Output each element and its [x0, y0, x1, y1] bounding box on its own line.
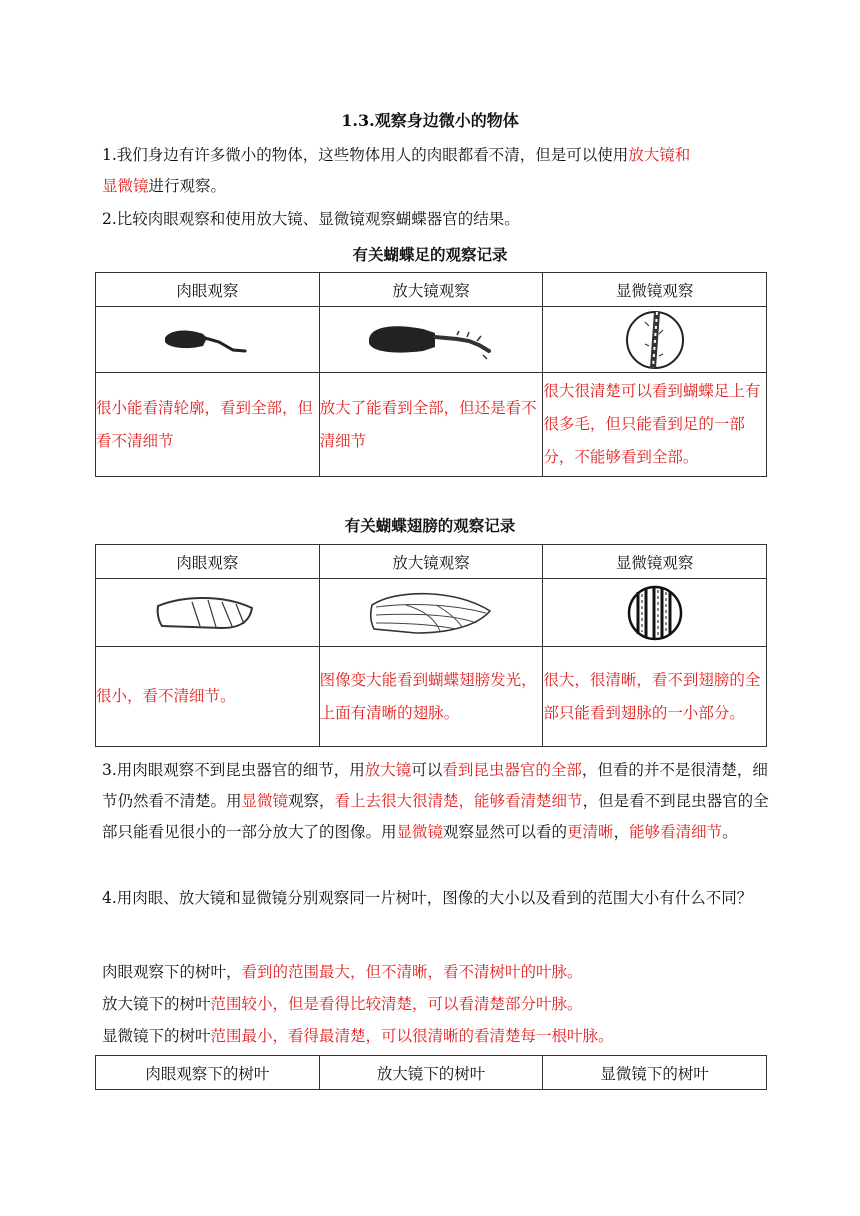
p3-red-1: 放大镜 — [364, 761, 412, 779]
paragraph-5 — [102, 957, 770, 988]
table2-header-magnifier: 放大镜观察 — [319, 545, 543, 579]
table3-header-magnifier: 放大镜下的树叶 — [319, 1056, 543, 1090]
table1-header-microscope: 显微镜观察 — [543, 273, 767, 307]
p1-text-b: 进行观察。 — [148, 177, 227, 195]
table2-desc-magnifier: 图像变大能看到蝴蝶翅膀发光，上面有清晰的翅脉。 — [319, 647, 543, 747]
p7-red: 范围最小，看得最清楚，可以很清晰的看清楚每一根叶脉。 — [210, 1027, 614, 1045]
p3-text-5: ，但是看不到昆虫器官的全部只能看见很小的一部分放大了的图像。用 — [102, 792, 769, 841]
p5-red: 看到的范围最大，但不清晰，看不清树叶的叶脉。 — [241, 963, 583, 981]
table2-caption: 有关蝴蝶翅膀的观察记录 — [344, 516, 516, 535]
table1-header-row — [96, 273, 767, 307]
paragraph-2: 2.比较肉眼观察和使用放大镜、显微镜观察蝴蝶器官的结果。 — [102, 210, 520, 228]
table1-header-eye: 肉眼观察 — [96, 273, 320, 307]
p3-text-8: 。 — [722, 823, 738, 841]
p6-text: 放大镜下的树叶 — [102, 995, 211, 1013]
butterfly-leg-eye-icon — [157, 320, 257, 360]
p3-text-1: 3.用肉眼观察不到昆虫器官的细节，用 — [102, 761, 365, 779]
table-leaf — [95, 1055, 767, 1090]
paragraph-6 — [102, 989, 770, 1020]
paragraph-7 — [102, 1021, 770, 1052]
p3-red-5: 显微镜 — [396, 823, 444, 841]
table2-image-row — [96, 579, 767, 647]
p5-text: 肉眼观察下的树叶， — [102, 963, 242, 981]
table2-header-eye: 肉眼观察 — [96, 545, 320, 579]
p3-text-3: ，但看的并不是很清楚，细节仍然看不清楚。用 — [102, 761, 768, 810]
butterfly-wing-microscope-icon — [626, 584, 684, 642]
p3-text-7: ， — [613, 823, 630, 841]
table1-desc-row — [96, 373, 767, 477]
p3-red-2: 看到昆虫器官的全部 — [442, 761, 582, 779]
page-title: 1.3.观察身边微小的物体 — [341, 111, 519, 130]
p1-red-b: 显微镜 — [102, 177, 149, 195]
p1-red-a: 放大镜和 — [628, 146, 691, 164]
p7-text: 显微镜下的树叶 — [102, 1027, 211, 1045]
table3-header-eye: 肉眼观察下的树叶 — [96, 1056, 320, 1090]
butterfly-wing-magnifier-icon — [366, 585, 496, 641]
table2-desc-eye: 很小，看不清细节。 — [96, 647, 320, 747]
table2-desc-microscope: 很大，很清晰，看不到翅膀的全部只能看到翅脉的一小部分。 — [543, 647, 767, 747]
table1-desc-eye: 很小能看清轮廓，看到全部，但看不清细节 — [96, 373, 320, 477]
table2-header-row — [96, 545, 767, 579]
butterfly-leg-magnifier-icon — [361, 315, 501, 365]
table1-desc-magnifier: 放大了能看到全部，但还是看不清细节 — [319, 373, 543, 477]
p3-text-2: 可以 — [411, 761, 443, 779]
p1-text-a: 1.我们身边有许多微小的物体，这些物体用人的肉眼都看不清，但是可以使用 — [102, 146, 629, 164]
table1-caption: 有关蝴蝶足的观察记录 — [352, 245, 508, 264]
table2-header-microscope: 显微镜观察 — [543, 545, 767, 579]
butterfly-leg-microscope-icon — [623, 308, 687, 372]
table3-header-microscope: 显微镜下的树叶 — [543, 1056, 767, 1090]
p3-text-6: 观察显然可以看的 — [443, 823, 568, 841]
p3-red-4: 看上去很大很清楚，能够看清楚细节 — [334, 792, 583, 810]
paragraph-3 — [102, 755, 770, 848]
p3-red-6: 更清晰 — [567, 823, 614, 841]
table-butterfly-leg — [95, 272, 767, 477]
table3-header-row — [96, 1056, 767, 1090]
table1-header-magnifier: 放大镜观察 — [319, 273, 543, 307]
butterfly-wing-eye-icon — [152, 590, 262, 636]
table2-desc-row — [96, 647, 767, 747]
p3-text-4: 观察， — [288, 792, 335, 810]
paragraph-1 — [102, 140, 770, 202]
p3-red-7: 能够看清细节 — [629, 823, 723, 841]
table1-desc-microscope: 很大很清楚可以看到蝴蝶足上有很多毛，但只能看到足的一部分，不能够看到全部。 — [543, 373, 767, 477]
p6-red: 范围较小，但是看得比较清楚，可以看清楚部分叶脉。 — [210, 995, 583, 1013]
table1-image-row — [96, 307, 767, 373]
table-butterfly-wing — [95, 544, 767, 747]
paragraph-4: 4.用肉眼、放大镜和显微镜分别观察同一片树叶，图像的大小以及看到的范围大小有什么不同？ — [102, 889, 753, 907]
p3-red-3: 显微镜 — [241, 792, 289, 810]
